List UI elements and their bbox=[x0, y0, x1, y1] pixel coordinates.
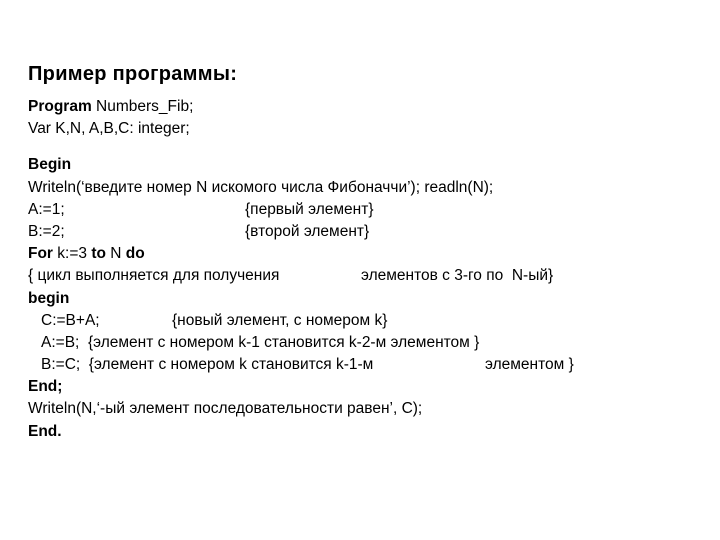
code-line-assign-a bbox=[28, 199, 708, 221]
comment-first-element: {первый элемент} bbox=[245, 200, 374, 218]
keyword-end: End. bbox=[28, 422, 62, 440]
keyword-program: Program bbox=[28, 98, 92, 115]
code-line-shift-b bbox=[28, 354, 708, 376]
code-line-writeln-result: Writeln(N,‘-ый элемент последовательности равен’, C); bbox=[28, 400, 423, 418]
blank-line bbox=[28, 140, 708, 154]
code-line-program bbox=[28, 96, 708, 118]
comment-new-element: {новый элемент, с номером k} bbox=[172, 311, 388, 329]
code-assign-a: A:=1; bbox=[28, 200, 65, 218]
code-line-var: Var K,N, A,B,C: integer; bbox=[28, 120, 190, 138]
program-name: Numbers_Fib; bbox=[91, 98, 194, 115]
program-code bbox=[28, 96, 708, 443]
code-line-assign-c bbox=[28, 310, 708, 332]
keyword-to: to bbox=[91, 245, 106, 263]
code-line-inner-end: End; bbox=[28, 378, 63, 396]
loop-comment-part1: { цикл выполняется для получения bbox=[28, 267, 280, 285]
code-line-for-loop bbox=[28, 243, 708, 265]
code-line-inner-begin: begin bbox=[28, 289, 70, 307]
code-shift-a: A:=B; {элемент с номером k-1 становится k-2-м элементом } bbox=[41, 333, 480, 351]
code-shift-b-part1: B:=C; {элемент с номером k становится k-1-м bbox=[41, 356, 374, 374]
code-shift-b-part2: элементом } bbox=[485, 356, 574, 374]
keyword-for: For bbox=[28, 245, 53, 263]
loop-counter: k:=3 bbox=[52, 245, 92, 263]
code-assign-c: C:=B+A; bbox=[41, 311, 100, 329]
slide-title: Пример программы: bbox=[28, 63, 238, 85]
comment-second-element: {второй элемент} bbox=[245, 222, 370, 240]
loop-limit: N bbox=[105, 245, 126, 263]
code-line-shift-a bbox=[28, 332, 708, 354]
code-line-writeln-prompt: Writeln(‘введите номер N искомого числа Фибоначчи’); readln(N); bbox=[28, 178, 494, 196]
code-line-loop-comment bbox=[28, 265, 708, 287]
keyword-do: do bbox=[125, 245, 145, 263]
code-line-assign-b bbox=[28, 221, 708, 243]
loop-comment-part2: элементов с 3-го по N-ый} bbox=[361, 267, 554, 285]
code-line-begin: Begin bbox=[28, 156, 72, 174]
code-assign-b: B:=2; bbox=[28, 222, 65, 240]
code-line-end bbox=[28, 421, 708, 443]
